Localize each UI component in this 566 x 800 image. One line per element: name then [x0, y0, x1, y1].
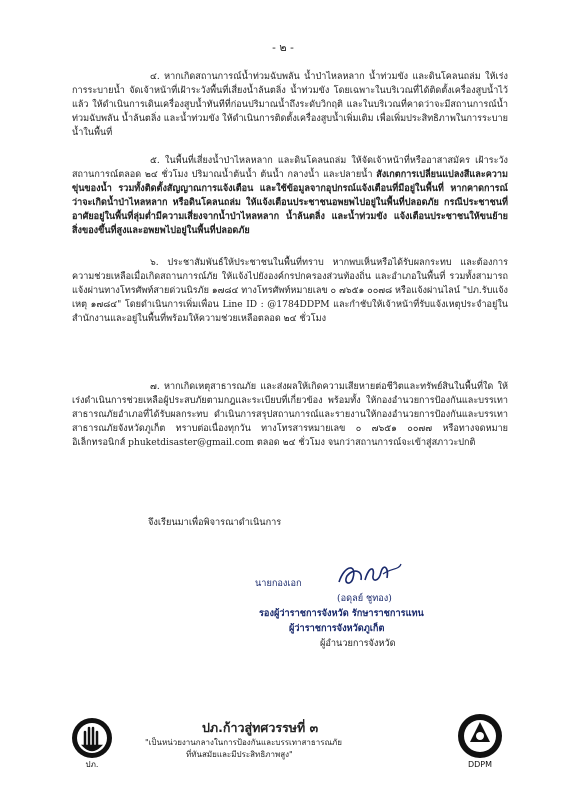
paragraph-4	[72, 70, 508, 140]
paragraph-6-text: ๖. ประชาสัมพันธ์ให้ประชาชนในพื้นที่ทราบ หากพบเห็นหรือได้รับผลกระทบ และต้องการความช่วยเหลือเมื่อเกิดสถานการณ์ภัย ให้แจ้งไปยังองค์กรปกครองส่วนท้องถิ่น และอำเภอในพื้นที่ รวมทั้งสามารถแจ้งผ่านทางโทรศัพท์สายด่วนนิรภัย ๑๗๘๔ ทางโทรศัพท์หมายเลข ๐ ๗๖๕๑ ๐๐๗๘ หรือแจ้งผ่านไลน์ "ปภ.รับแจ้งเหตุ ๑๗๘๔" โดยดำเนินการเพิ่มเพื่อน Line ID : @1784DDPM และกำชับให้เจ้าหน้าที่รับแจ้งเหตุประจำอยู่ในสำนักงานและอยู่ในพื้นที่พร้อมให้ความช่วยเหลือตลอด ๒๔ ชั่วโมง	[72, 258, 508, 324]
paragraph-5-normal: ๕. ในพื้นที่เสี่ยงน้ำป่าไหลหลาก และดินโคลนถล่ม ให้จัดเจ้าหน้าที่หรืออาสาสมัคร เฝ้าระวังสถานการณ์ตลอด ๒๔ ชั่วโมง ปริมาณน้ำต้นน้ำ ต้นน้ำ กลางน้ำ และปลายน้ำ	[72, 156, 508, 180]
footer-slogan-line-2: ที่ทันสมัยและมีประสิทธิภาพสูง"	[186, 750, 293, 759]
page-number: - ๒ -	[272, 41, 294, 54]
paragraph-7-text: ๗. หากเกิดเหตุสาธารณภัย และส่งผลให้เกิดความเสียหายต่อชีวิตและทรัพย์สินในพื้นที่ใด ให้เร่งดำเนินการช่วยเหลือผู้ประสบภัยตามกฎและระเบียบที่เกี่ยวข้อง พร้อมทั้ง ให้กองอำนวยการป้องกันและบรรเทาสาธารณภัยอำเภอที่ได้รับผลกระทบ ดำเนินการสรุปสถานการณ์และรายงานให้กองอำนวยการป้องกันและบรรเทาสาธารณภัยจังหวัดภูเก็ต ทราบต่อเนื่องทุกวัน ทางโทรสารหมายเลข ๐ ๗๖๕๑ ๐๐๗๗ หรือทางจดหมายอิเล็กทรอนิกส์ phuketdisaster@gmail.com ตลอด ๒๔ ชั่วโมง จนกว่าสถานการณ์จะเข้าสู่สภาวะปกติ	[72, 382, 508, 448]
paragraph-6	[72, 256, 508, 326]
paragraph-5	[72, 154, 508, 238]
signature-block	[255, 560, 515, 680]
ddpm-emblem-icon	[455, 712, 505, 770]
signer-position-1: รองผู้ว่าราชการจังหวัด รักษาราชการแทน	[259, 608, 424, 619]
closing-text: จึงเรียนมาเพื่อพิจารณาดำเนินการ	[148, 517, 282, 528]
footer	[70, 712, 510, 772]
paragraph-5-text	[72, 154, 508, 238]
paragraph-7	[72, 380, 508, 450]
signer-position-3: ผู้อำนวยการจังหวัด	[320, 638, 396, 649]
signer-position-2: ผู้ว่าราชการจังหวัดภูเก็ต	[289, 623, 385, 634]
logo-right-text: DDPM	[467, 760, 493, 769]
signer-name: (อดุลย์ ชูทอง)	[337, 593, 392, 604]
signer-rank: นายกองเอก	[255, 578, 302, 589]
footer-slogan-line-1: "เป็นหน่วยงานกลางในการป้องกันและบรรเทาสาธารณภัย	[145, 738, 342, 747]
footer-title: ปภ.ก้าวสู่ทศวรรษที่ ๓	[202, 720, 319, 735]
handwritten-signature	[335, 560, 405, 590]
paragraph-5-bold: สังเกตการเปลี่ยนแปลงสีและความขุ่นของน้ำ รวมทั้งติดตั้งสัญญาณการแจ้งเตือน และใช้ข้อมูลจากอุปกรณ์แจ้งเตือนที่มีอยู่ในพื้นที่ หากคาดการณ์ว่าจะเกิดน้ำป่าไหลหลาก หรือดินโคลนถล่ม ให้แจ้งเตือนประชาชนอพยพไปอยู่ในพื้นที่ปลอดภัย กรณีประชาชนที่อาศัยอยู่ในพื้นที่ลุ่มต่ำมีความเสี่ยงจากน้ำป่าไหลหลาก น้ำล้นตลิ่ง และน้ำท่วมขัง แจ้งเตือนประชาชนให้ขนย้ายสิ่งของขึ้นที่สูงและอพยพไปอยู่ในพื้นที่ปลอดภัย	[72, 169, 508, 236]
paragraph-4-text: ๔. หากเกิดสถานการณ์น้ำท่วมฉับพลัน น้ำป่าไหลหลาก น้ำท่วมขัง และดินโคลนถล่ม ให้เร่งการระบายน้ำ จัดเจ้าหน้าที่เฝ้าระวังพื้นที่เสี่ยงน้ำล้นตลิ่ง น้ำท่วมขัง โดยเฉพาะในบริเวณที่ได้ติดตั้งเครื่องสูบน้ำไว้แล้ว ให้ดำเนินการเดินเครื่องสูบน้ำทันทีที่ก่อนปริมาณน้ำถึงระดับวิกฤติ และในบริเวณที่คาดว่าจะมีสถานการณ์น้ำท่วมฉับพลัน น้ำล้นตลิ่ง และน้ำท่วมขัง ให้ดำเนินการติดตั้งเครื่องสูบน้ำเพิ่มเติม เพื่อเพิ่มประสิทธิภาพในการระบายน้ำในพื้นที่	[72, 72, 508, 138]
logo-left-text: ปภ.	[85, 760, 99, 769]
ddpm-hand-logo-icon	[70, 716, 114, 770]
